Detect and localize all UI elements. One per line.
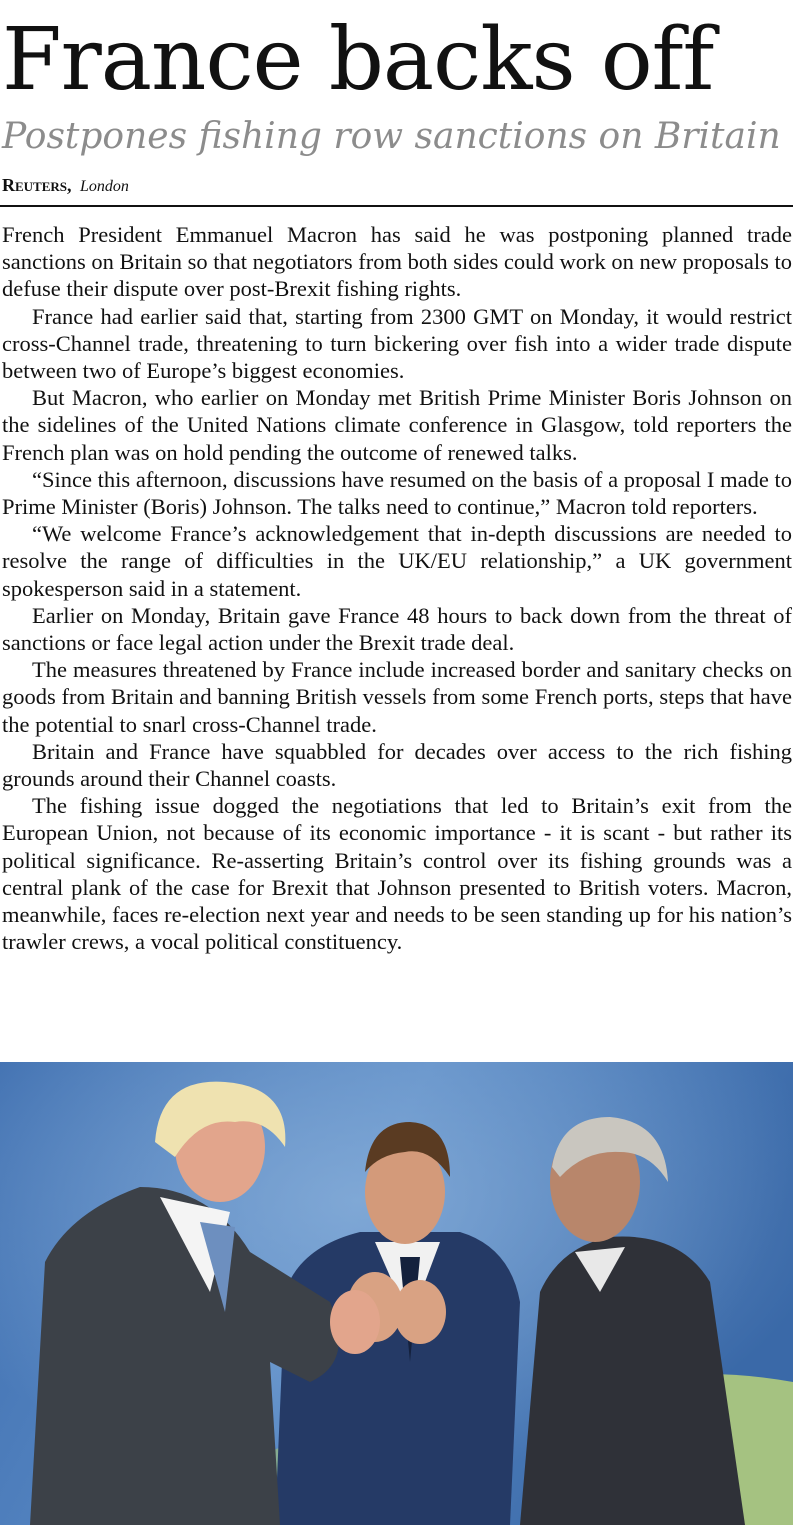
article-paragraph: French President Emmanuel Macron has said he was postponing planned trade sanctions on Britain so that negotiators from both sides could work on new proposals to defuse their dispute over post-Brexit fishing rights. <box>2 222 792 302</box>
subheadline: Postpones fishing row sanctions on Britain <box>2 116 781 157</box>
article-paragraph: Britain and France have squabbled for decades over access to the rich fishing grounds around their Channel coasts. <box>2 738 792 792</box>
header-divider <box>0 205 793 207</box>
article-paragraph: “We welcome France’s acknowledgement that in-depth discussions are needed to resolve the range of difficulties in the UK/EU relationship,” a UK government spokesperson said in a statement. <box>2 521 792 601</box>
byline-agency: Reuters, <box>2 175 72 195</box>
headline: France backs off <box>2 10 714 110</box>
article-paragraph: The measures threatened by France include increased border and sanitary checks on goods from Britain and banning British vessels from some French ports, steps that have the potential to snarl cross-Channel trade. <box>2 657 792 737</box>
article-paragraph: France had earlier said that, starting from 2300 GMT on Monday, it would restrict cross-Channel trade, threatening to turn bickering over fish into a wider trade dispute between two of Europe’s biggest economies. <box>2 303 792 384</box>
article-paragraph: The fishing issue dogged the negotiations that led to Britain’s exit from the European Union, not because of its economic importance - it is scant - but rather its political significance. Re-asserting Britain’s control over its fishing grounds was a central plank of the case for Brexit that Johnson presented to British voters. Macron, meanwhile, faces re-election next year and needs to be seen standing up for his nation’s trawler crews, a vocal political constituency. <box>2 793 792 955</box>
article-paragraph: But Macron, who earlier on Monday met British Prime Minister Boris Johnson on the sidelines of the United Nations climate conference in Glasgow, told reporters the French plan was on hold pending the outcome of renewed talks. <box>2 385 792 465</box>
article-paragraph: “Since this afternoon, discussions have resumed on the basis of a proposal I made to Prime Minister (Boris) Johnson. The talks need to continue,” Macron told reporters. <box>2 466 792 520</box>
byline <box>2 172 129 200</box>
byline-location: London <box>80 178 129 195</box>
news-photo <box>0 1062 793 1525</box>
article-paragraph: Earlier on Monday, Britain gave France 48 hours to back down from the threat of sanctions or face legal action under the Brexit trade deal. <box>2 602 792 656</box>
photo-illustration <box>0 1062 793 1525</box>
article-body <box>2 221 792 955</box>
